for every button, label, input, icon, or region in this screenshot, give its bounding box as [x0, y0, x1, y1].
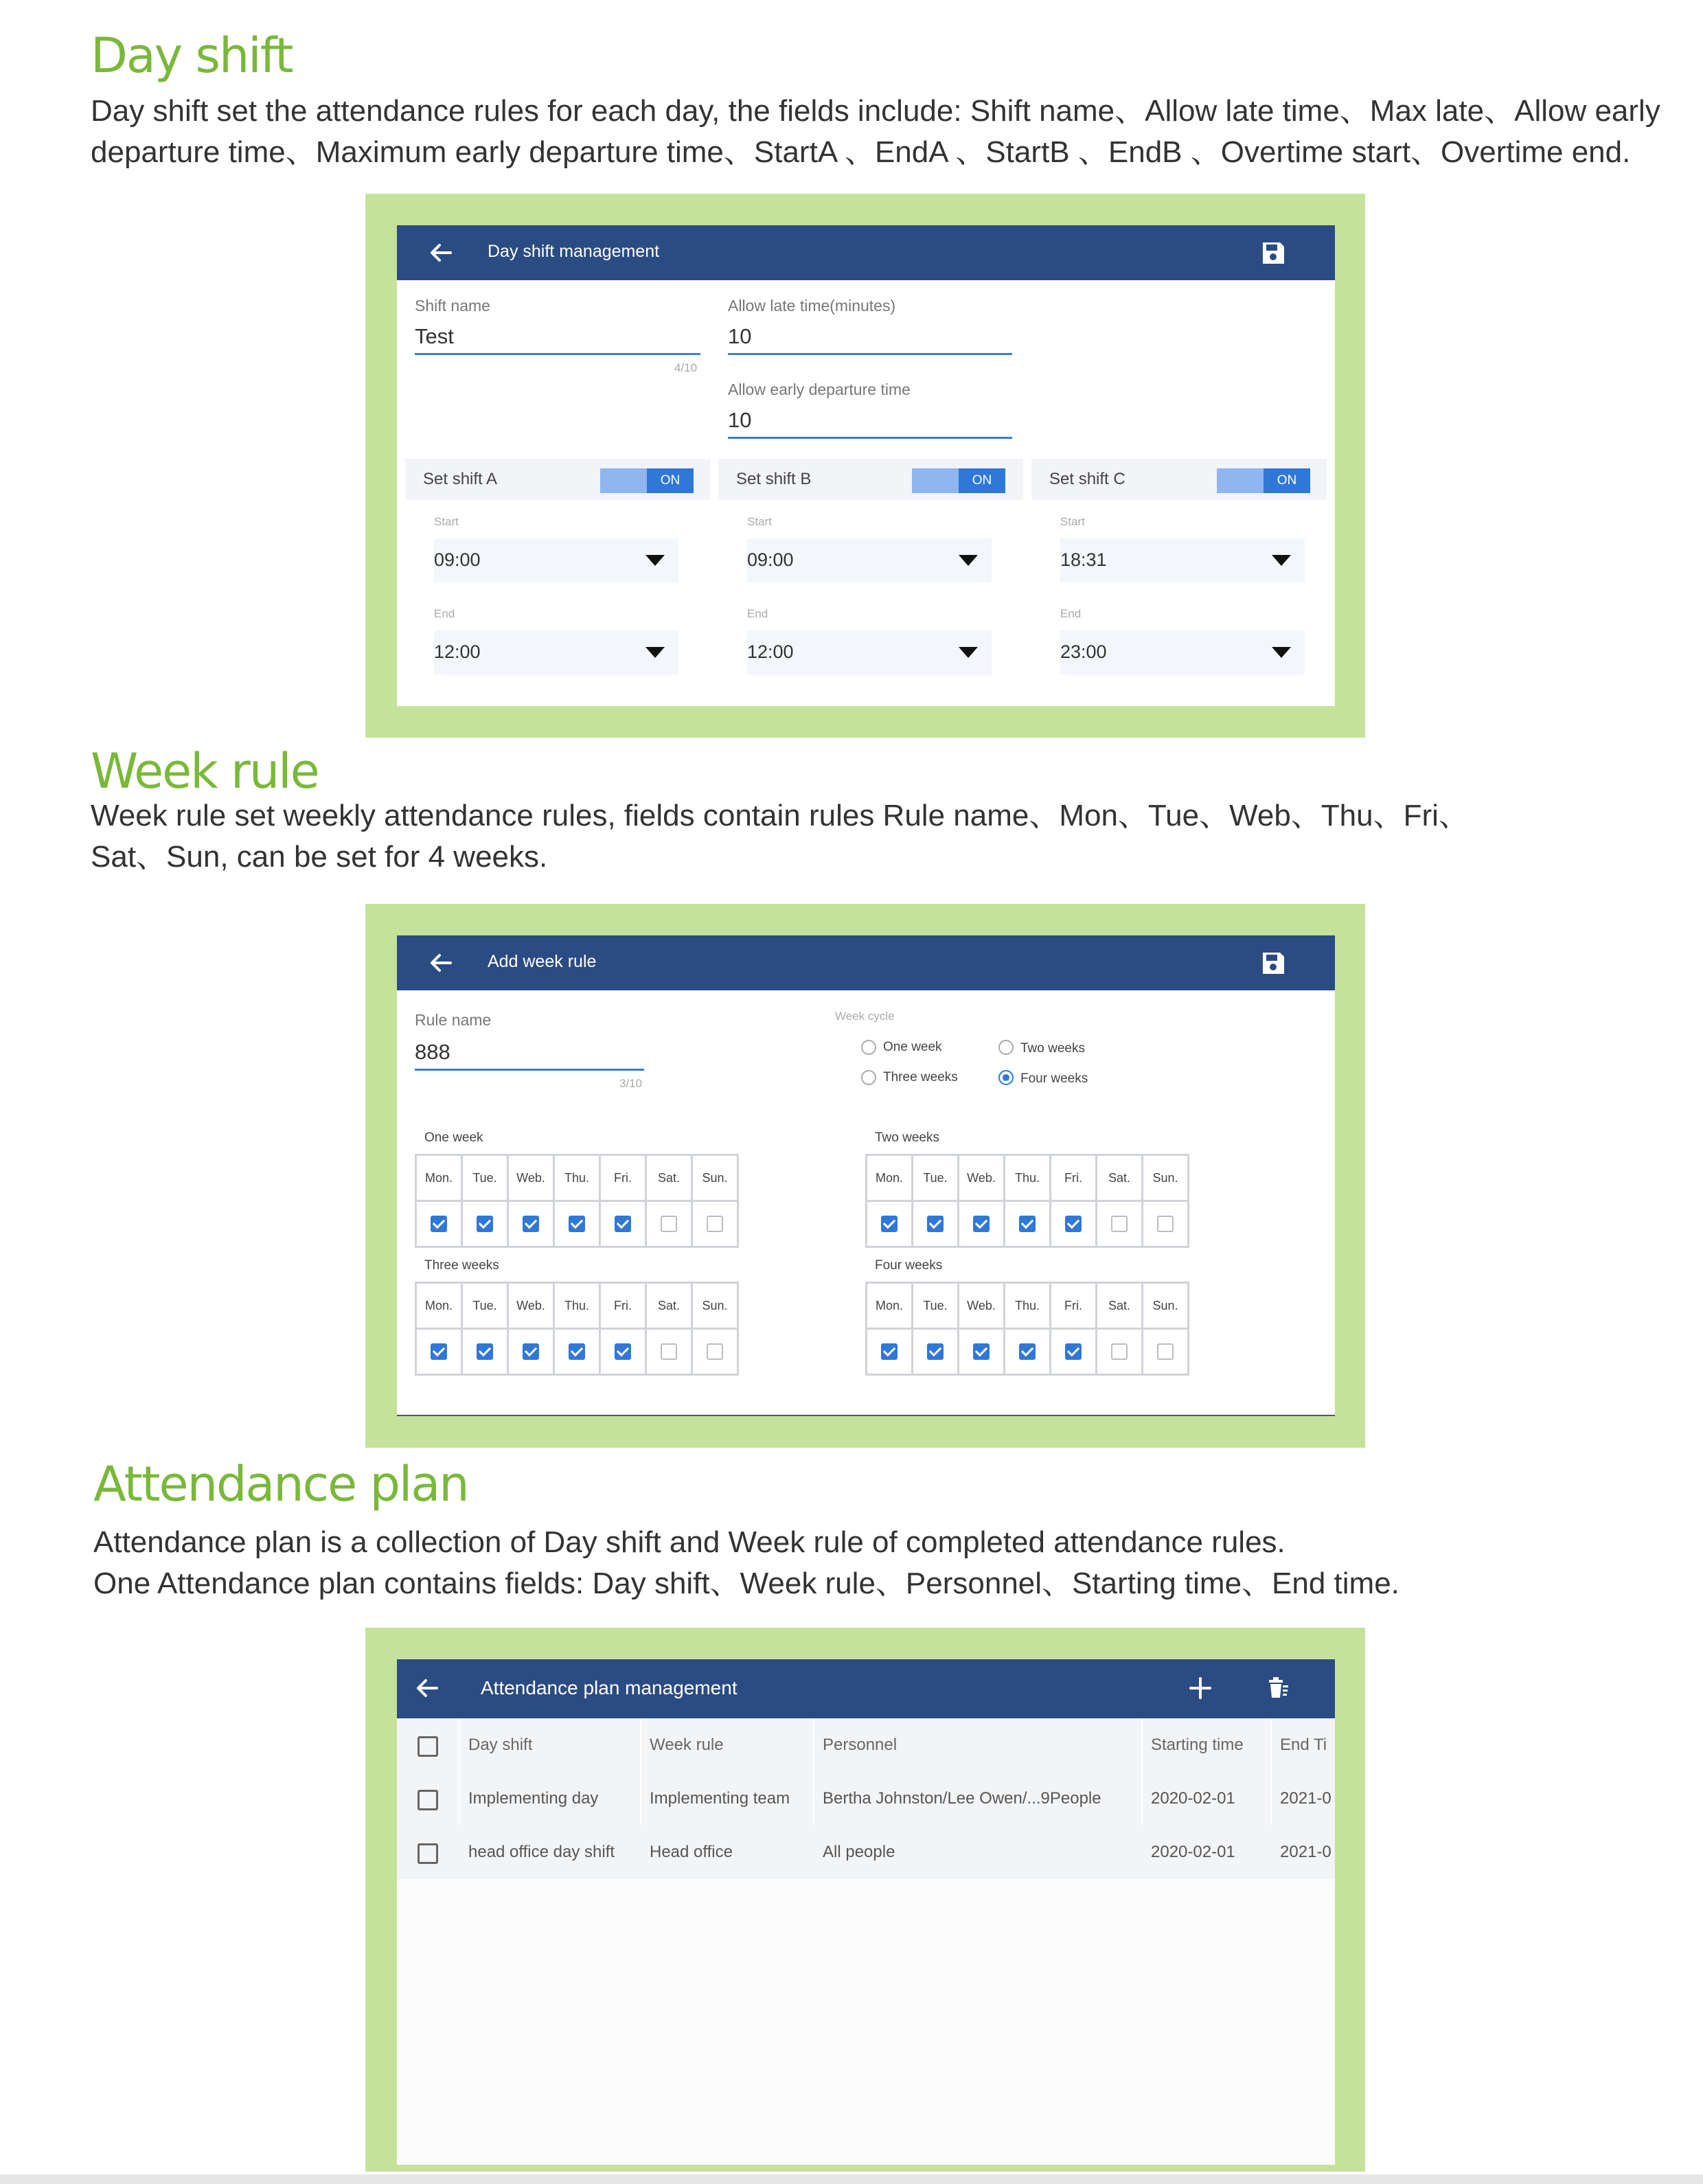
column-divider [1270, 1718, 1272, 1772]
day-cell [1005, 1330, 1049, 1374]
day-header: Fri. [601, 1156, 645, 1202]
shift-c-label: Set shift C [1049, 470, 1125, 488]
cell-personnel: All people [823, 1843, 895, 1861]
app-bar [397, 1659, 1335, 1718]
early-departure-underline [728, 437, 1012, 439]
day-cell [417, 1202, 461, 1246]
shift-b-end-label: End [747, 607, 768, 620]
day-shift-description [91, 91, 1660, 173]
day-checkbox[interactable] [477, 1343, 493, 1360]
select-value: 12:00 [434, 641, 481, 662]
day-header: Fri. [1051, 1284, 1095, 1330]
day-column [417, 1284, 463, 1374]
day-header: Sun. [693, 1284, 737, 1330]
two-weeks-grid [865, 1154, 1189, 1248]
day-checkbox[interactable] [569, 1216, 585, 1232]
rule-name-label: Rule name [415, 1011, 492, 1029]
rule-name-underline [415, 1069, 644, 1071]
day-header: Fri. [601, 1284, 645, 1330]
week-rule-frame [365, 904, 1365, 1448]
day-column [463, 1284, 509, 1374]
shift-a-end-label: End [434, 607, 455, 620]
day-checkbox[interactable] [615, 1343, 631, 1360]
shift-b-label: Set shift B [736, 470, 812, 488]
day-cell [463, 1202, 507, 1246]
desc-line: One Attendance plan contains fields: Day shift、Week rule、Personnel、Starting time、End time. [93, 1567, 1399, 1600]
dropdown-arrow-icon [959, 647, 978, 658]
day-column [867, 1156, 913, 1246]
day-column [601, 1284, 647, 1374]
cell-day-shift: Implementing day [468, 1789, 599, 1808]
day-header: Mon. [417, 1284, 461, 1330]
day-checkbox[interactable] [523, 1343, 539, 1360]
day-cell [463, 1330, 507, 1374]
day-cell [647, 1330, 691, 1374]
cell-starting-time: 2020-02-01 [1151, 1843, 1235, 1861]
select-value: 09:00 [434, 549, 481, 570]
day-header: Sat. [1097, 1156, 1141, 1202]
day-checkbox[interactable] [927, 1216, 944, 1232]
shift-b-end-select[interactable] [747, 630, 992, 674]
day-checkbox[interactable] [881, 1343, 898, 1360]
page-bottom-edge [0, 2174, 1703, 2184]
day-checkbox[interactable] [1157, 1343, 1174, 1360]
attendance-plan-description [93, 1522, 1604, 1604]
day-cell [1097, 1330, 1141, 1374]
column-divider [1141, 1718, 1143, 1772]
day-column [647, 1284, 693, 1374]
day-header: Tue. [913, 1284, 957, 1330]
delete-icon[interactable] [1264, 1674, 1291, 1702]
day-checkbox[interactable] [431, 1343, 447, 1360]
day-header: Sun. [1143, 1156, 1187, 1202]
shift-name-label: Shift name [415, 297, 490, 315]
select-value: 12:00 [747, 641, 794, 662]
day-cell [417, 1330, 461, 1374]
shift-c-end-select[interactable] [1060, 630, 1305, 674]
day-header: Web. [959, 1156, 1003, 1202]
attendance-plan-frame [365, 1628, 1365, 2172]
shift-b-start-label: Start [747, 515, 772, 528]
radio-three-weeks-label: Three weeks [883, 1070, 958, 1084]
day-header: Sun. [693, 1156, 737, 1202]
cell-end-time: 2021-0 [1280, 1843, 1331, 1861]
radio-three-weeks[interactable] [861, 1070, 876, 1085]
radio-one-week-label: One week [883, 1040, 942, 1054]
desc-line: departure time、Maximum early departure time、StartA 、EndA 、StartB 、EndB 、Overtime start、Overtime end. [91, 135, 1631, 169]
shift-c-toggle[interactable] [1217, 468, 1310, 493]
day-column [693, 1156, 737, 1246]
day-column [1005, 1284, 1051, 1374]
day-column [1051, 1284, 1097, 1374]
day-cell [601, 1202, 645, 1246]
day-header: Web. [509, 1156, 553, 1202]
day-cell [509, 1330, 553, 1374]
day-column [1097, 1156, 1143, 1246]
day-column [601, 1156, 647, 1246]
screen-title: Attendance plan management [481, 1677, 738, 1698]
select-value: 09:00 [747, 549, 794, 570]
day-cell [1143, 1202, 1187, 1246]
day-checkbox[interactable] [523, 1216, 539, 1232]
day-header: Sun. [1143, 1284, 1187, 1330]
table-header-row [397, 1718, 1335, 1772]
day-column [647, 1156, 693, 1246]
late-time-input[interactable]: 10 [728, 324, 752, 348]
two-weeks-label: Two weeks [875, 1130, 939, 1145]
day-cell [913, 1202, 957, 1246]
day-header: Web. [509, 1284, 553, 1330]
day-checkbox[interactable] [1019, 1343, 1036, 1360]
day-cell [959, 1330, 1003, 1374]
day-cell [693, 1330, 737, 1374]
column-header[interactable]: Week rule [650, 1736, 724, 1754]
day-cell [601, 1330, 645, 1374]
select-value: 18:31 [1060, 549, 1107, 570]
radio-one-week[interactable] [861, 1040, 876, 1055]
add-icon[interactable] [1187, 1674, 1214, 1702]
day-checkbox[interactable] [1157, 1216, 1174, 1232]
day-header: Tue. [463, 1284, 507, 1330]
row-checkbox[interactable] [418, 1790, 438, 1810]
toggle-state: ON [647, 468, 694, 493]
column-divider [1141, 1772, 1143, 1825]
shift-a-row [405, 459, 710, 500]
day-checkbox[interactable] [1111, 1343, 1128, 1360]
attendance-plan-screen [397, 1659, 1335, 2165]
shift-name-counter: 4/10 [674, 361, 698, 374]
day-checkbox[interactable] [881, 1216, 898, 1232]
shift-c-start-select[interactable] [1060, 538, 1305, 582]
day-header: Sat. [647, 1156, 691, 1202]
select-value: 23:00 [1060, 641, 1107, 662]
week-cycle-label: Week cycle [835, 1010, 895, 1023]
day-shift-heading: Day shift [91, 27, 293, 84]
column-divider [1270, 1772, 1272, 1825]
dropdown-arrow-icon [645, 647, 665, 658]
day-checkbox[interactable] [569, 1343, 585, 1360]
cell-personnel: Bertha Johnston/Lee Owen/...9People [823, 1789, 1101, 1808]
day-cell [1005, 1202, 1049, 1246]
day-cell [509, 1202, 553, 1246]
day-shift-screen [397, 225, 1335, 706]
day-checkbox[interactable] [707, 1216, 723, 1232]
column-header[interactable]: Day shift [468, 1736, 533, 1754]
day-column [959, 1156, 1005, 1246]
day-checkbox[interactable] [661, 1343, 677, 1360]
attendance-plan-heading: Attendance plan [93, 1456, 468, 1512]
shift-a-label: Set shift A [423, 470, 498, 488]
day-cell [1143, 1330, 1187, 1374]
shift-c-row [1031, 459, 1327, 500]
radio-two-weeks[interactable] [998, 1040, 1014, 1055]
dropdown-arrow-icon [959, 555, 978, 566]
day-header: Fri. [1051, 1156, 1095, 1202]
day-checkbox[interactable] [431, 1216, 447, 1232]
table-row[interactable] [397, 1772, 1335, 1825]
day-cell [913, 1330, 957, 1374]
back-arrow-icon[interactable] [427, 239, 455, 266]
day-cell [1051, 1202, 1095, 1246]
day-column [1143, 1156, 1187, 1246]
day-column [913, 1284, 959, 1374]
day-header: Thu. [1005, 1156, 1049, 1202]
day-cell [647, 1202, 691, 1246]
column-divider [813, 1718, 814, 1772]
rule-name-input[interactable]: 888 [415, 1040, 450, 1064]
table-row[interactable] [397, 1825, 1335, 1879]
day-column [959, 1284, 1005, 1374]
shift-b-start-select[interactable] [747, 538, 992, 582]
shift-name-underline [415, 353, 700, 355]
save-icon[interactable] [1259, 239, 1287, 266]
day-header: Sat. [1097, 1284, 1141, 1330]
day-header: Mon. [867, 1156, 911, 1202]
day-cell [555, 1202, 599, 1246]
app-bar [397, 225, 1335, 280]
day-column [1097, 1284, 1143, 1374]
cell-end-time: 2021-0 [1280, 1789, 1331, 1808]
day-checkbox[interactable] [477, 1216, 493, 1232]
select-all-checkbox[interactable] [418, 1736, 438, 1757]
early-departure-label: Allow early departure time [728, 380, 911, 398]
column-divider [640, 1772, 641, 1825]
column-header[interactable]: Starting time [1151, 1736, 1244, 1754]
dropdown-arrow-icon [645, 555, 665, 566]
day-header: Sat. [647, 1284, 691, 1330]
day-column [417, 1156, 463, 1246]
day-column [867, 1284, 913, 1374]
day-header: Mon. [867, 1284, 911, 1330]
day-header: Thu. [555, 1284, 599, 1330]
day-column [463, 1156, 509, 1246]
shift-c-end-label: End [1060, 607, 1082, 620]
column-divider [640, 1718, 641, 1772]
day-cell [1097, 1202, 1141, 1246]
shift-a-toggle[interactable] [600, 468, 694, 493]
radio-four-weeks[interactable] [998, 1070, 1014, 1085]
rule-name-counter: 3/10 [619, 1077, 643, 1090]
day-cell [693, 1202, 737, 1246]
day-column [509, 1284, 555, 1374]
shift-name-input[interactable]: Test [415, 324, 454, 348]
app-bar [397, 935, 1335, 990]
toggle-state: ON [1264, 468, 1310, 493]
row-checkbox[interactable] [418, 1843, 438, 1864]
column-header[interactable]: End Ti [1280, 1736, 1327, 1754]
week-rule-description [91, 795, 1601, 878]
day-column [913, 1156, 959, 1246]
column-header[interactable]: Personnel [823, 1736, 898, 1754]
day-header: Thu. [1005, 1284, 1049, 1330]
one-week-grid [415, 1154, 739, 1248]
late-time-label: Allow late time(minutes) [728, 297, 896, 315]
back-arrow-icon[interactable] [427, 949, 455, 977]
radio-four-weeks-label: Four weeks [1020, 1071, 1088, 1086]
day-checkbox[interactable] [707, 1343, 723, 1360]
day-checkbox[interactable] [615, 1216, 631, 1232]
cell-day-shift: head office day shift [468, 1843, 615, 1861]
desc-line: Week rule set weekly attendance rules, fields contain rules Rule name、Mon、Tue、Web、Thu、Fri、 [91, 799, 1469, 832]
day-header: Web. [959, 1284, 1003, 1330]
shift-b-row [718, 459, 1023, 500]
week-rule-heading: Week rule [91, 743, 319, 799]
day-checkbox[interactable] [973, 1343, 990, 1360]
day-checkbox[interactable] [927, 1343, 944, 1360]
day-column [509, 1156, 555, 1246]
cell-week-rule: Head office [650, 1843, 733, 1861]
day-column [1005, 1156, 1051, 1246]
desc-line: Attendance plan is a collection of Day shift and Week rule of completed attendance rules. [93, 1525, 1285, 1559]
day-header: Thu. [555, 1156, 599, 1202]
day-checkbox[interactable] [1111, 1216, 1128, 1232]
day-header: Tue. [463, 1156, 507, 1202]
shift-a-end-select[interactable] [434, 630, 678, 674]
day-checkbox[interactable] [1065, 1343, 1082, 1360]
three-weeks-label: Three weeks [424, 1258, 499, 1273]
day-cell [1051, 1330, 1095, 1374]
day-column [693, 1284, 737, 1374]
day-checkbox[interactable] [973, 1216, 990, 1232]
four-weeks-label: Four weeks [875, 1258, 943, 1273]
day-cell [959, 1202, 1003, 1246]
dropdown-arrow-icon [1272, 647, 1291, 658]
day-checkbox[interactable] [661, 1216, 677, 1232]
shift-a-start-select[interactable] [434, 538, 678, 582]
back-arrow-icon[interactable] [413, 1674, 441, 1702]
shift-a-start-label: Start [434, 515, 459, 528]
day-column [555, 1156, 601, 1246]
screen-title: Add week rule [488, 952, 597, 971]
day-column [1143, 1284, 1187, 1374]
four-weeks-grid [865, 1282, 1189, 1376]
cell-week-rule: Implementing team [650, 1789, 790, 1808]
column-divider [459, 1718, 460, 1772]
day-column [1051, 1156, 1097, 1246]
three-weeks-grid [415, 1282, 739, 1376]
day-shift-frame [365, 194, 1365, 738]
dropdown-arrow-icon [1272, 555, 1291, 566]
one-week-label: One week [424, 1130, 483, 1145]
late-time-underline [728, 353, 1012, 355]
cell-starting-time: 2020-02-01 [1151, 1789, 1235, 1808]
shift-c-start-label: Start [1060, 515, 1085, 528]
desc-line: Day shift set the attendance rules for each day, the fields include: Shift name、Allow late time、Max late、Allow early [91, 94, 1660, 128]
toggle-state: ON [959, 468, 1005, 493]
week-rule-screen [397, 935, 1335, 1416]
radio-two-weeks-label: Two weeks [1020, 1041, 1085, 1056]
early-departure-input[interactable]: 10 [728, 408, 752, 432]
day-checkbox[interactable] [1065, 1216, 1082, 1232]
day-column [555, 1284, 601, 1374]
day-header: Tue. [913, 1156, 957, 1202]
day-cell [867, 1202, 911, 1246]
screen-title: Day shift management [488, 242, 660, 261]
column-divider [459, 1772, 460, 1825]
column-divider [813, 1772, 814, 1825]
desc-line: Sat、Sun, can be set for 4 weeks. [91, 840, 548, 874]
day-header: Mon. [417, 1156, 461, 1202]
day-cell [867, 1330, 911, 1374]
day-cell [555, 1330, 599, 1374]
save-icon[interactable] [1259, 949, 1287, 977]
shift-b-toggle[interactable] [912, 468, 1005, 493]
day-checkbox[interactable] [1019, 1216, 1036, 1232]
